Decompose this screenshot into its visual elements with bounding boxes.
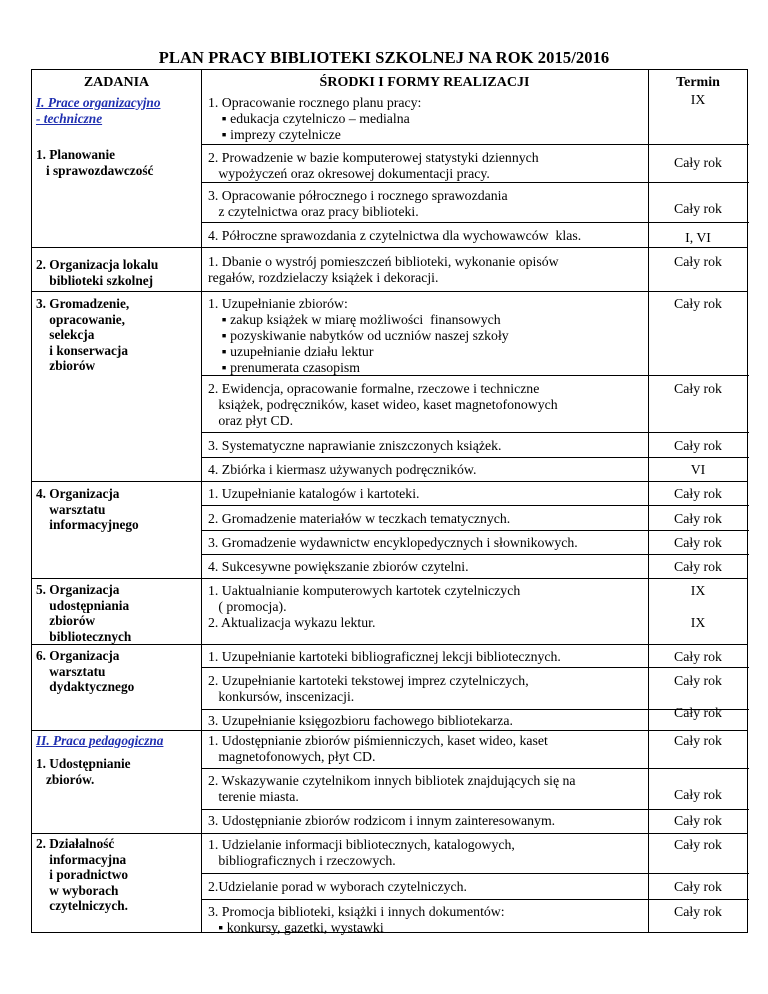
document-title: PLAN PRACY BIBLIOTEKI SZKOLNEJ NA ROK 2015/2016 [158,48,610,67]
task-lending-organization: 5. Organizacja udostępniania zbiorów bibliotecznych [36,582,132,644]
row-divider [201,899,749,900]
plan-item: 1. Udostępnianie zbiorów piśmienniczych, kaset wideo, kaset magnetofonowych, płyt CD. [208,733,548,764]
term-cell: Cały rok [674,879,722,894]
plan-item: 3. Uzupełnianie księgozbioru fachowego bibliotekarza. [208,713,513,728]
task-collection: 3. Gromadzenie, opracowanie, selekcja i konserwacja zbiorów [36,296,130,373]
plan-item: 2. Uzupełnianie kartoteki tekstowej imprez czytelniczych, konkursów, inscenizacji. [208,673,529,704]
plan-item: 1. Uzupełnianie katalogów i kartoteki. [208,486,420,501]
term-cell: Cały rok [674,254,722,269]
plan-item: 1. Uaktualnianie komputerowych kartotek czytelniczych ( promocja). 2. Aktualizacja wykazu lektur. [208,583,521,630]
plan-item: 1. Dbanie o wystrój pomieszczeń biblioteki, wykonanie opisów regałów, rozdzielaczy książek i dekoracji. [208,254,559,285]
task-planning: 1. Planowanie i sprawozdawczość [36,147,154,178]
section-organizational: I. Prace organizacyjno - techniczne [36,95,161,126]
plan-item: 4. Półroczne sprawozdania z czytelnictwa dla wychowawców klas. [208,228,582,243]
column-divider [201,70,202,932]
plan-item: 4. Sukcesywne powiększanie zbiorów czytelni. [208,559,469,574]
plan-item: 2. Ewidencja, opracowanie formalne, rzeczowe i techniczne książek, podręczników, kaset wideo, kaset magnetofonowych oraz płyt CD. [208,381,558,428]
task-library-premises: 2. Organizacja lokalu biblioteki szkolnej [36,257,159,288]
term-cell: Cały rok [674,559,722,574]
plan-item: 3. Systematyczne naprawianie zniszczonych książek. [208,438,502,453]
term-cell: Cały rok [674,673,722,688]
row-divider [201,554,749,555]
plan-item: 4. Zbiórka i kiermasz używanych podręczników. [208,462,477,477]
plan-item: 2.Udzielanie porad w wyborach czytelniczych. [208,879,467,894]
term-cell: Cały rok [674,511,722,526]
row-divider [201,144,749,145]
plan-item: 1. Uzupełnianie kartoteki bibliograficznej lekcji bibliotecznych. [208,649,561,664]
task-information-workshop: 4. Organizacja warsztatu informacyjnego [36,486,139,532]
plan-item: 2. Gromadzenie materiałów w teczkach tematycznych. [208,511,511,526]
term-cell: IX [690,583,706,598]
term-cell: Cały rok [674,837,722,852]
row-divider [201,432,749,433]
task-lending: 1. Udostępnianie zbiorów. [36,756,131,787]
section-pedagogical: II. Praca pedagogiczna [36,733,164,748]
term-cell: IX [690,92,706,107]
term-cell: Cały rok [674,438,722,453]
header-tasks: ZADANIA [83,75,150,90]
plan-table [31,69,748,933]
plan-item: 1. Opracowanie rocznego planu pracy: ▪ edukacja czytelniczo – medialna ▪ imprezy czytelnicze [208,95,422,142]
term-cell: Cały rok [674,535,722,550]
row-divider [32,291,747,292]
header-means: ŚRODKI I FORMY REALIZACJI [319,75,530,90]
row-divider [201,530,749,531]
term-cell: IX [690,615,706,630]
term-cell: Cały rok [674,155,722,170]
row-divider [32,247,747,248]
row-divider [32,481,747,482]
term-cell: Cały rok [674,201,722,216]
term-cell: Cały rok [674,813,722,828]
term-cell: Cały rok [674,296,722,311]
term-cell: Cały rok [674,486,722,501]
term-cell: Cały rok [674,705,722,720]
row-divider [32,833,747,834]
plan-item: 1. Uzupełnianie zbiorów: ▪ zakup książek w miarę możliwości finansowych ▪ pozyskiwanie nabytków od uczniów naszej szkoły ▪ uzupełnianie działu lektur ▪ prenumerata czasopism [208,296,509,375]
row-divider [201,505,749,506]
term-cell: Cały rok [674,787,722,802]
plan-item: 3. Promocja biblioteki, książki i innych dokumentów: ▪ konkursy, gazetki, wystawki [208,904,505,935]
term-cell: I, VI [685,230,711,245]
row-divider [32,578,747,579]
term-cell: VI [690,462,706,477]
plan-item: 3. Gromadzenie wydawnictw encyklopedycznych i słownikowych. [208,535,578,550]
row-divider [201,873,749,874]
row-divider [32,730,747,731]
row-divider [201,457,749,458]
term-cell: Cały rok [674,649,722,664]
row-divider [201,768,749,769]
row-divider [201,182,749,183]
task-information-activity: 2. Działalność informacyjna i poradnictwo w wyborach czytelniczych. [36,836,128,913]
plan-item: 3. Opracowanie półrocznego i rocznego sprawozdania z czytelnictwa oraz pracy biblioteki. [208,188,508,219]
plan-item: 2. Prowadzenie w bazie komputerowej statystyki dziennych wypożyczeń oraz okresowej dokumentacji pracy. [208,150,539,181]
plan-item: 3. Udostępnianie zbiorów rodzicom i innym zainteresowanym. [208,813,556,828]
header-term: Termin [676,75,720,90]
plan-item: 2. Wskazywanie czytelnikom innych bibliotek znajdujących się na terenie miasta. [208,773,576,804]
task-didactic-workshop: 6. Organizacja warsztatu dydaktycznego [36,648,135,694]
term-cell: Cały rok [674,904,722,919]
term-cell: Cały rok [674,733,722,748]
plan-item: 1. Udzielanie informacji bibliotecznych, katalogowych, bibliograficznych i rzeczowych. [208,837,515,868]
row-divider [201,809,749,810]
row-divider [201,667,749,668]
row-divider [32,644,747,645]
row-divider [201,222,749,223]
term-cell: Cały rok [674,381,722,396]
